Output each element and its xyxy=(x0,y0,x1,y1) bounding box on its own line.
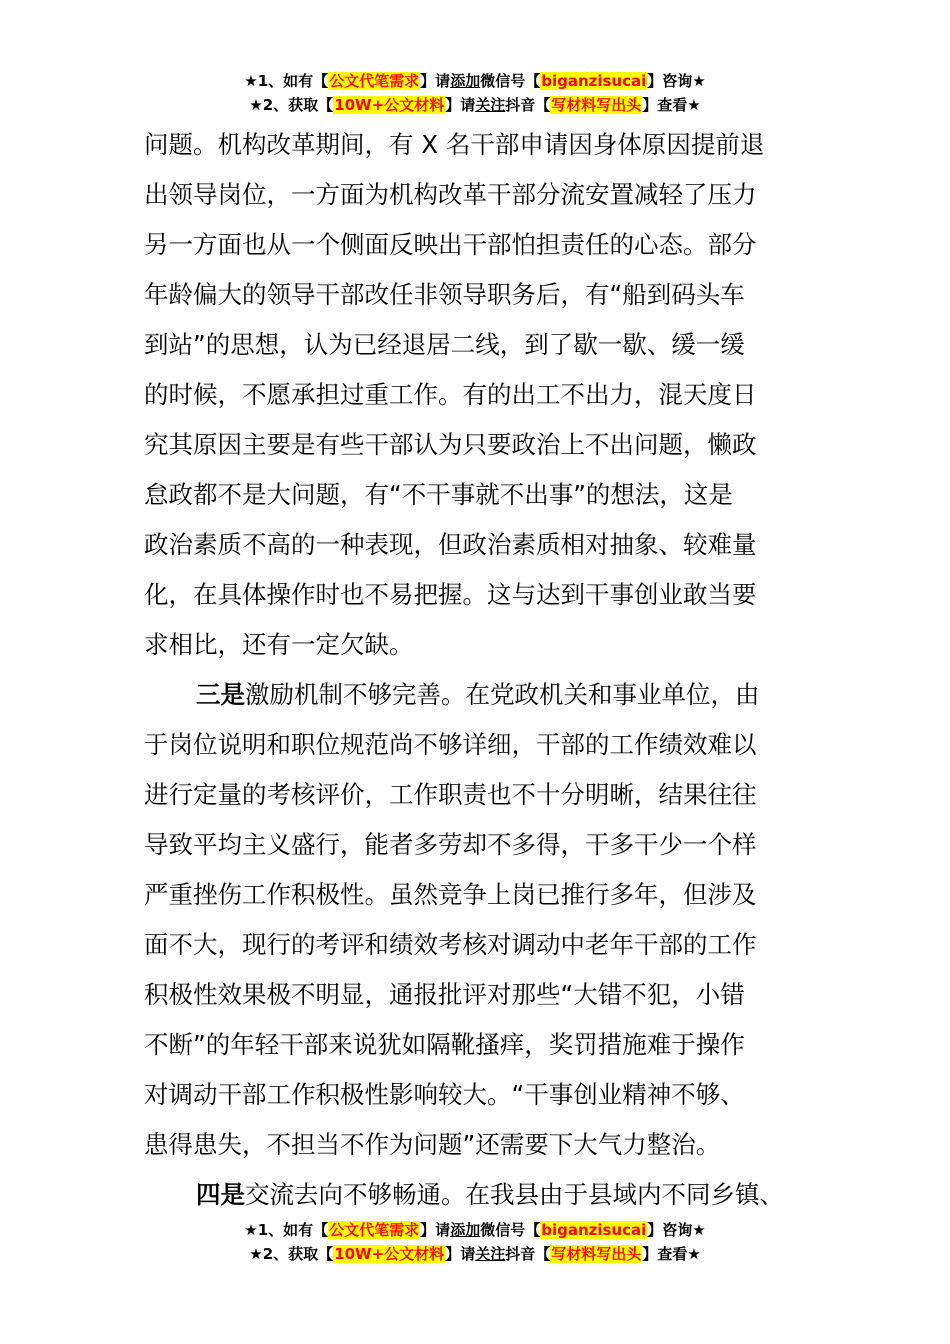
footer-line-2-highlight-douyin: 写材料写出头 xyxy=(551,1245,642,1263)
body-line: 另一方面也从一个侧面反映出干部怕担责任的心态。部分 xyxy=(144,230,757,259)
body-line: 化，在具体操作时也不易把握。这与达到干事创业敢当要 xyxy=(144,580,757,609)
header-line-2-highlight-douyin: 写材料写出头 xyxy=(551,96,642,114)
body-line: 出领导岗位，一方面为机构改革干部分流安置减轻了压力 xyxy=(144,180,757,209)
header-line-2-middle: 】请 xyxy=(445,96,476,114)
body-line: 究其原因主要是有些干部认为只要政治上不出问题，懒政 xyxy=(144,430,757,459)
footer-line-1-middle2: 微信号【 xyxy=(480,1221,541,1239)
paragraph-4-first-line xyxy=(144,1170,844,1220)
footer-line-1-highlight-service: 公文代笔需求 xyxy=(329,1221,420,1239)
document-body xyxy=(144,120,844,1220)
header-line-1-prefix: ★1、如有【 xyxy=(244,72,329,90)
body-line: 于岗位说明和职位规范尚不够详细，干部的工作绩效难以 xyxy=(144,730,757,759)
body-line: 对调动干部工作积极性影响较大。“干事创业精神不够、 xyxy=(144,1080,745,1109)
footer-line-1-highlight-wechat: biganzisucai xyxy=(541,1221,647,1239)
paragraph-4-lead: 四是 xyxy=(196,1180,245,1209)
footer-banner xyxy=(0,1218,950,1266)
body-line: 导致平均主义盛行，能者多劳却不多得，干多干少一个样 xyxy=(144,830,757,859)
body-line: 到站”的思想，认为已经退居二线，到了歇一歇、缓一缓 xyxy=(144,330,745,359)
paragraph-3-first-text: 激励机制不够完善。在党政机关和事业单位，由 xyxy=(245,680,760,709)
body-line: 不断”的年轻干部来说犹如隔靴搔痒，奖罚措施难于操作 xyxy=(144,1030,745,1059)
footer-line-2-middle: 】请 xyxy=(445,1245,476,1263)
header-line-2-underlined: 关注 xyxy=(475,96,506,114)
header-line-1-highlight-service: 公文代笔需求 xyxy=(329,72,420,90)
footer-line-2-prefix: ★2、获取【 xyxy=(249,1245,334,1263)
footer-line-2 xyxy=(0,1242,950,1266)
body-line: 面不大，现行的考评和绩效考核对调动中老年干部的工作 xyxy=(144,930,757,959)
header-line-1-middle2: 微信号【 xyxy=(480,72,541,90)
header-line-1-suffix: 】咨询★ xyxy=(647,72,706,90)
body-line: 患得患失，不担当不作为问题”还需要下大气力整治。 xyxy=(144,1130,721,1159)
header-line-2 xyxy=(0,93,950,117)
header-line-1-highlight-wechat: biganzisucai xyxy=(541,72,647,90)
header-line-1-middle: 】请 xyxy=(420,72,451,90)
paragraph-3-first-line xyxy=(144,670,844,720)
footer-line-1 xyxy=(0,1218,950,1242)
header-banner xyxy=(0,69,950,117)
footer-line-1-prefix: ★1、如有【 xyxy=(244,1221,329,1239)
body-line: 积极性效果极不明显，通报批评对那些“大错不犯，小错 xyxy=(144,980,745,1009)
header-line-2-prefix: ★2、获取【 xyxy=(249,96,334,114)
footer-line-2-underlined: 关注 xyxy=(475,1245,506,1263)
header-line-1-underlined: 添加 xyxy=(450,72,481,90)
body-line: 的时候，不愿承担过重工作。有的出工不出力，混天度日 xyxy=(144,380,757,409)
footer-line-2-suffix: 】查看★ xyxy=(642,1245,701,1263)
body-line: 严重挫伤工作积极性。虽然竞争上岗已推行多年，但涉及 xyxy=(144,880,757,909)
body-line: 年龄偏大的领导干部改任非领导职务后，有“船到码头车 xyxy=(144,280,745,309)
body-line: 政治素质不高的一种表现，但政治素质相对抽象、较难量 xyxy=(144,530,757,559)
header-line-1 xyxy=(0,69,950,93)
header-line-2-middle2: 抖音【 xyxy=(505,96,551,114)
footer-line-2-middle2: 抖音【 xyxy=(505,1245,551,1263)
body-line: 求相比，还有一定欠缺。 xyxy=(144,630,414,659)
header-line-2-suffix: 】查看★ xyxy=(642,96,701,114)
paragraph-3-lead: 三是 xyxy=(196,680,245,709)
body-line: 问题。机构改革期间，有 X 名干部申请因身体原因提前退 xyxy=(144,130,765,159)
footer-line-2-highlight-materials: 10W+公文材料 xyxy=(334,1245,445,1263)
footer-line-1-suffix: 】咨询★ xyxy=(647,1221,706,1239)
footer-line-1-middle: 】请 xyxy=(420,1221,451,1239)
body-line: 进行定量的考核评价，工作职责也不十分明晰，结果往往 xyxy=(144,780,757,809)
footer-line-1-underlined: 添加 xyxy=(450,1221,481,1239)
body-line: 怠政都不是大问题，有“不干事就不出事”的想法，这是 xyxy=(144,480,733,509)
paragraph-4-first-text: 交流去向不够畅通。在我县由于县域内不同乡镇、 xyxy=(245,1180,784,1209)
header-line-2-highlight-materials: 10W+公文材料 xyxy=(334,96,445,114)
